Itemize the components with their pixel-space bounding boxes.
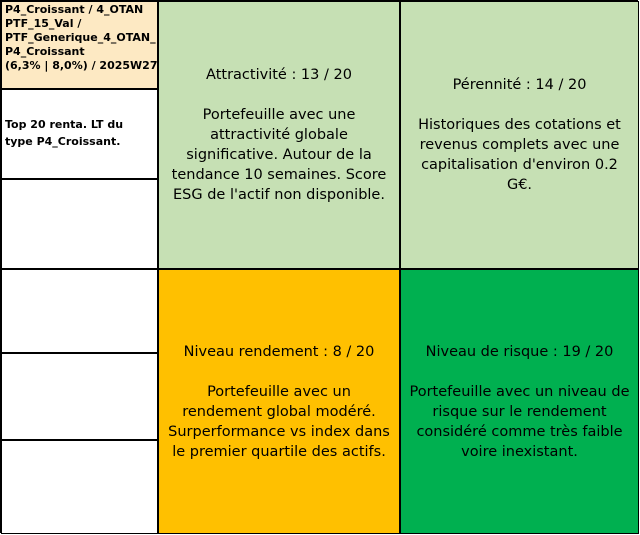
portfolio-title-line: P4_Croissant / 4_OTAN [5, 3, 144, 16]
portfolio-title-line: PTF_Generique_4_OTAN_ [5, 31, 156, 44]
rendement-quadrant [158, 269, 400, 534]
attractivite-text: Portefeuille avec une attractivité globale significative. Autour de la tendance 10 semaines. Score ESG de l'actif non disponible. [171, 107, 387, 203]
perennite-text: Historiques des cotations et revenus complets avec une capitalisation d'environ 0.2 G€. [418, 117, 621, 193]
attractivite-title: Attractivité : 13 / 20 [206, 67, 352, 83]
perennite-quadrant [400, 1, 639, 269]
risque-quadrant [400, 269, 639, 534]
rendement-title: Niveau rendement : 8 / 20 [183, 343, 375, 360]
empty-cell [1, 269, 158, 353]
portfolio-description: Top 20 renta. LT du type P4_Croissant. [5, 118, 124, 148]
empty-cell [1, 440, 158, 534]
attractivite-quadrant [158, 1, 400, 269]
risque-title: Niveau de risque : 19 / 20 [425, 343, 614, 360]
portfolio-description-cell [1, 89, 158, 179]
portfolio-title-line: (6,3% | 8,0%) / 2025W27 [5, 59, 158, 72]
portfolio-title-cell [1, 1, 158, 89]
rendement-text: Portefeuille avec un rendement global modéré. Surperformance vs index dans le premier quartile des actifs. [168, 383, 390, 460]
portfolio-title-line: PTF_15_Val / [5, 17, 82, 30]
risque-text: Portefeuille avec un niveau de risque sur le rendement considéré comme très faible voire inexistant. [409, 383, 630, 460]
portfolio-title-line: P4_Croissant [5, 45, 85, 58]
perennite-title: Pérennité : 14 / 20 [452, 77, 587, 93]
empty-cell [1, 179, 158, 269]
empty-cell [1, 353, 158, 440]
